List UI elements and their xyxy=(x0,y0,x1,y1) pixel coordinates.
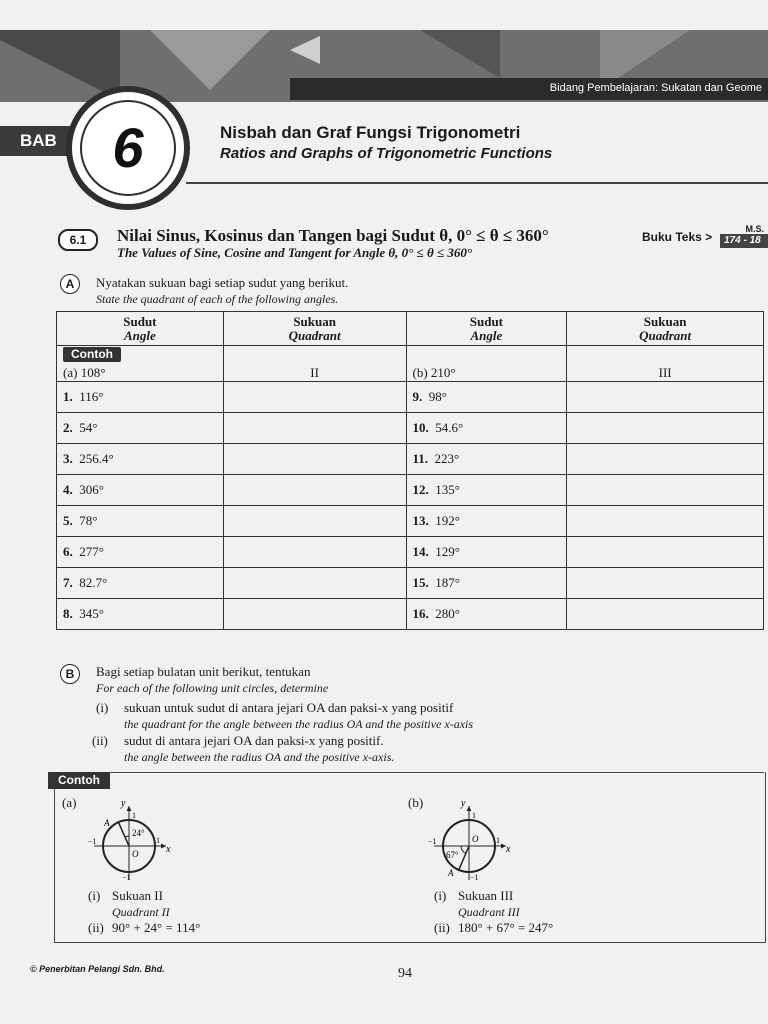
table-row xyxy=(57,413,764,444)
part-b-instruction-ms: Bagi setiap bulatan unit berikut, tentukan xyxy=(96,664,311,679)
tick-neg1-y-b: −1 xyxy=(470,873,479,882)
angle-label-a: 24° xyxy=(132,828,145,838)
example-a-ans-i-ms: Sukuan II xyxy=(112,888,163,903)
part-b-ii-en: the angle between the radius OA and the positive x-axis. xyxy=(124,750,395,764)
question-angle: 98° xyxy=(428,389,447,404)
table-row xyxy=(57,475,764,506)
answer-cell-right[interactable] xyxy=(567,444,764,475)
chapter-title-ms: Nisbah dan Graf Fungsi Trigonometri xyxy=(220,123,521,142)
answer-cell-left[interactable] xyxy=(223,506,406,537)
answer-cell-left[interactable] xyxy=(223,568,406,599)
part-b-ii-label: (ii) xyxy=(92,733,108,748)
question-angle: 256.4° xyxy=(79,451,114,466)
example-a-ans-ii: 90° + 24° = 114° xyxy=(112,920,201,935)
example-b-angle: (b) 210° xyxy=(406,346,567,382)
question-number: 15. xyxy=(412,575,429,590)
question-angle-left xyxy=(57,382,224,413)
table-row xyxy=(57,568,764,599)
axis-x-label-b: x xyxy=(506,844,511,855)
tick-1-y-b: 1 xyxy=(472,811,476,820)
question-angle-right xyxy=(406,413,567,444)
table-row xyxy=(57,599,764,630)
question-number: 1. xyxy=(63,389,73,404)
section-number: 6.1 xyxy=(58,229,98,251)
part-b-i-label: (i) xyxy=(96,700,109,715)
example-b-ans-ii: 180° + 67° = 247° xyxy=(458,920,554,935)
question-angle: 54° xyxy=(79,420,98,435)
question-number: 8. xyxy=(63,606,73,621)
question-number: 12. xyxy=(412,482,429,497)
table-header-row xyxy=(57,312,764,346)
page-reference-label: M.S. xyxy=(745,224,764,234)
section-title-ms: Nilai Sinus, Kosinus dan Tangen bagi Sudut θ, 0° ≤ θ ≤ 360° xyxy=(117,226,549,245)
chapter-tab: BAB xyxy=(0,126,98,156)
question-angle-left xyxy=(57,475,224,506)
example-a-ans-i-label: (i) xyxy=(88,888,101,903)
angle-label-b: 67° xyxy=(446,850,459,860)
example-b-ans-ii-label: (ii) xyxy=(434,920,450,935)
question-number: 4. xyxy=(63,482,73,497)
chapter-number: 6 xyxy=(112,116,144,179)
title-underline xyxy=(186,182,768,184)
answer-cell-right[interactable] xyxy=(567,475,764,506)
origin-label-a: O xyxy=(132,849,139,859)
question-number: 5. xyxy=(63,513,73,528)
answer-cell-right[interactable] xyxy=(567,537,764,568)
question-angle-right xyxy=(406,537,567,568)
point-a-label-b: A xyxy=(448,868,454,878)
table-row xyxy=(57,506,764,537)
part-b-marker: B xyxy=(60,664,80,684)
tick-neg1-x-a: −1 xyxy=(88,837,97,846)
axis-y-label-b: y xyxy=(461,798,466,809)
table-row xyxy=(57,444,764,475)
tick-1-x-b: 1 xyxy=(496,836,500,845)
example-a-ans-i-en: Quadrant II xyxy=(112,905,170,919)
page-reference-value: 174 - 18 xyxy=(720,234,768,248)
question-angle-left xyxy=(57,537,224,568)
question-angle-right xyxy=(406,382,567,413)
axis-x-label-a: x xyxy=(166,844,171,855)
example-a-angle: Contoh (a) 108° xyxy=(57,346,224,382)
answer-cell-left[interactable] xyxy=(223,599,406,630)
question-angle: 54.6° xyxy=(435,420,464,435)
header-angle-left: Sudut Angle xyxy=(57,312,224,346)
answer-cell-right[interactable] xyxy=(567,382,764,413)
answer-cell-left[interactable] xyxy=(223,475,406,506)
publisher-credit: © Penerbitan Pelangi Sdn. Bhd. xyxy=(30,964,165,974)
question-angle-right xyxy=(406,506,567,537)
question-number: 2. xyxy=(63,420,73,435)
question-angle-left xyxy=(57,444,224,475)
part-a-marker: A xyxy=(60,274,80,294)
part-b-i-ms: sukuan untuk sudut di antara jejari OA dan paksi-x yang positif xyxy=(124,700,454,715)
example-a-quadrant: II xyxy=(223,346,406,382)
question-angle: 280° xyxy=(435,606,460,621)
part-a-instruction-en: State the quadrant of each of the following angles. xyxy=(96,292,339,306)
example-b-pill: Contoh xyxy=(48,772,110,789)
question-angle: 129° xyxy=(435,544,460,559)
axis-y-label-a: y xyxy=(121,798,126,809)
answer-cell-left[interactable] xyxy=(223,444,406,475)
question-angle-right xyxy=(406,475,567,506)
example-pill: Contoh xyxy=(63,347,121,362)
answer-cell-right[interactable] xyxy=(567,413,764,444)
question-number: 14. xyxy=(412,544,429,559)
question-angle-right xyxy=(406,599,567,630)
table-row xyxy=(57,537,764,568)
unit-circle-b xyxy=(424,796,514,886)
textbook-reference: Buku Teks > xyxy=(642,230,713,244)
part-b-i-en: the quadrant for the angle between the radius OA and the positive x-axis xyxy=(124,717,474,731)
answer-cell-right[interactable] xyxy=(567,506,764,537)
question-angle-left xyxy=(57,506,224,537)
section-title-en: The Values of Sine, Cosine and Tangent for Angle θ, 0° ≤ θ ≤ 360° xyxy=(117,245,473,260)
question-number: 6. xyxy=(63,544,73,559)
tick-neg1-x-b: −1 xyxy=(428,837,437,846)
point-a-label-a: A xyxy=(104,818,110,828)
part-b-instruction-en: For each of the following unit circles, determine xyxy=(96,681,329,695)
origin-label-b: O xyxy=(472,834,479,844)
question-angle-left xyxy=(57,413,224,444)
question-number: 7. xyxy=(63,575,73,590)
chapter-title-en: Ratios and Graphs of Trigonometric Functions xyxy=(220,145,553,162)
header-angle-right: Sudut Angle xyxy=(406,312,567,346)
question-number: 9. xyxy=(412,389,423,404)
question-number: 13. xyxy=(412,513,429,528)
example-b-ans-i-en: Quadrant III xyxy=(458,905,520,919)
learning-area-text: Bidang Pembelajaran: Sukatan dan Geome xyxy=(549,82,762,94)
example-a-label: (a) xyxy=(62,795,77,810)
page-number: 94 xyxy=(398,966,412,981)
question-angle-left xyxy=(57,568,224,599)
example-a-ans-ii-label: (ii) xyxy=(88,920,104,935)
question-number: 16. xyxy=(412,606,429,621)
answer-cell-left[interactable] xyxy=(223,413,406,444)
tick-1-y-a: 1 xyxy=(132,811,136,820)
question-angle: 345° xyxy=(79,606,104,621)
example-b-quadrant: III xyxy=(567,346,764,382)
tick-neg1-y-a: −1 xyxy=(122,873,131,882)
question-angle: 116° xyxy=(79,389,104,404)
answer-cell-left[interactable] xyxy=(223,537,406,568)
question-angle-left xyxy=(57,599,224,630)
page-reference-badge xyxy=(720,224,768,248)
question-number: 10. xyxy=(412,420,429,435)
question-angle-right xyxy=(406,568,567,599)
quadrant-table xyxy=(56,311,764,630)
question-angle: 135° xyxy=(435,482,460,497)
question-number: 3. xyxy=(63,451,73,466)
question-angle: 277° xyxy=(79,544,104,559)
question-angle: 187° xyxy=(435,575,460,590)
question-angle: 78° xyxy=(79,513,98,528)
table-row xyxy=(57,382,764,413)
header-quadrant-left: Sukuan Quadrant xyxy=(223,312,406,346)
example-row xyxy=(57,346,764,382)
answer-cell-right[interactable] xyxy=(567,568,764,599)
question-angle: 192° xyxy=(435,513,460,528)
answer-cell-left[interactable] xyxy=(223,382,406,413)
example-b-label: (b) xyxy=(408,795,424,810)
question-number: 11. xyxy=(412,451,429,466)
example-b-ans-i-ms: Sukuan III xyxy=(458,888,514,903)
question-angle: 82.7° xyxy=(79,575,108,590)
question-angle: 223° xyxy=(434,451,460,466)
unit-circle-a xyxy=(84,796,174,886)
example-b-ans-i-label: (i) xyxy=(434,888,447,903)
part-a-instruction-ms: Nyatakan sukuan bagi setiap sudut yang berikut. xyxy=(96,275,349,290)
header-quadrant-right: Sukuan Quadrant xyxy=(567,312,764,346)
question-angle-right xyxy=(406,444,567,475)
tick-1-x-a: 1 xyxy=(156,836,160,845)
part-b-ii-ms: sudut di antara jejari OA dan paksi-x yang positif. xyxy=(124,733,384,748)
question-angle: 306° xyxy=(79,482,104,497)
answer-cell-right[interactable] xyxy=(567,599,764,630)
